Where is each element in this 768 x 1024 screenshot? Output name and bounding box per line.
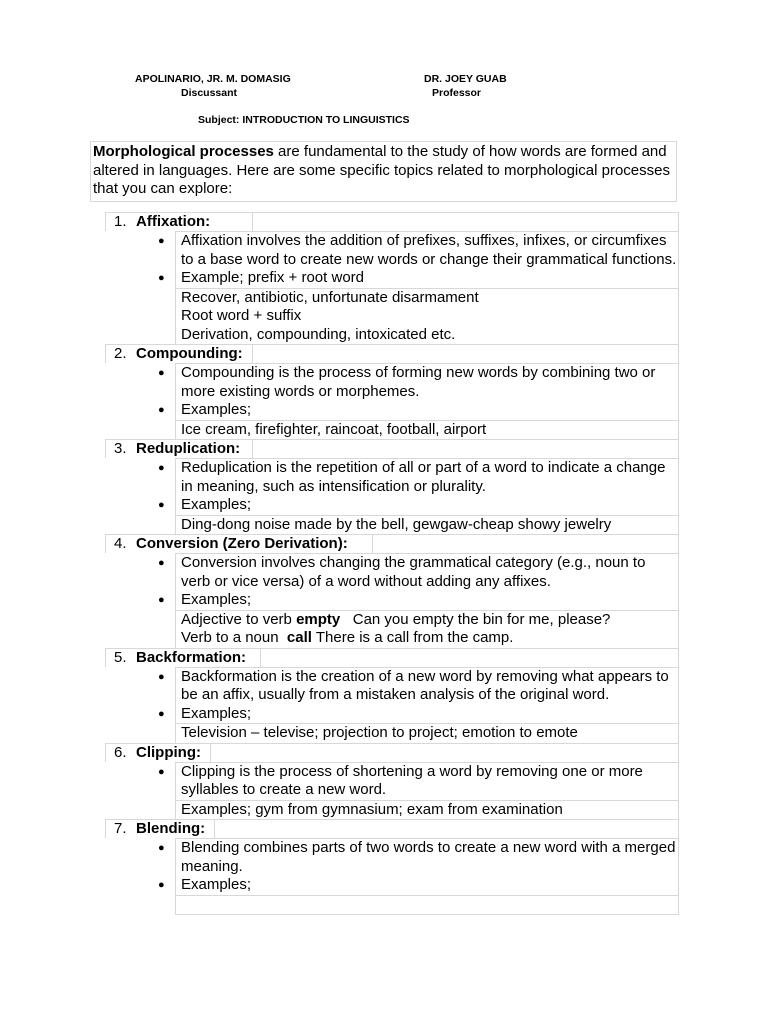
section-examples	[175, 515, 679, 535]
list-item: ● Conversion involves changing the grammatical category (e.g., noun to verb or vice versa) of a word without adding any affixes.	[158, 554, 646, 590]
example-line: Root word + suffix	[181, 307, 302, 324]
intro-bold: Morphological processes	[93, 143, 274, 160]
intro-text: are fundamental to the study of how words are formed and altered in languages. Here are some specific topics related to morphological processes that you can explore:	[93, 143, 670, 197]
example-line: Verb to a noun call There is a call from the camp.	[181, 629, 514, 646]
list-item: ● Examples;	[158, 876, 252, 893]
example-line	[176, 896, 678, 914]
example-line: Ding-dong noise made by the bell, gewgaw-cheap showy jewelry	[181, 515, 612, 533]
section-bullets	[158, 553, 679, 610]
list-item: ● Examples;	[158, 401, 252, 418]
section-title-clipping: 6. Clipping:	[105, 743, 679, 762]
list-item: ● Reduplication is the repetition of all or part of a word to indicate a change in meaning, such as intensification or plurality.	[158, 459, 666, 495]
example-line: Derivation, compounding, intoxicated etc.	[181, 325, 456, 343]
section-bullets	[158, 231, 679, 288]
example-line: Television – televise; projection to project; emotion to emote	[181, 724, 578, 741]
section-title-affixation: 1. Affixation:	[105, 212, 679, 231]
subject-line: Subject: INTRODUCTION TO LINGUISTICS	[198, 114, 410, 126]
example-line: Examples; gym from gymnasium; exam from examination	[181, 800, 563, 818]
section-bullets	[158, 762, 679, 800]
list-item: ● Backformation is the creation of a new word by removing what appears to be an affix, usually from a mistaken analysis of the original word.	[158, 667, 669, 703]
section-title-conversion: 4. Conversion (Zero Derivation):	[105, 534, 679, 553]
list-item: ● Examples;	[158, 496, 252, 513]
section-examples	[175, 610, 679, 648]
intro-paragraph	[90, 141, 677, 202]
section-examples	[175, 800, 679, 820]
section-examples	[175, 288, 679, 345]
section-title-backformation: 5. Backformation:	[105, 648, 679, 667]
professor-name: DR. JOEY GUAB	[424, 73, 507, 85]
professor-role: Professor	[432, 87, 482, 99]
section-bullets	[158, 458, 679, 515]
section-title-reduplication: 3. Reduplication:	[105, 439, 679, 458]
list-item: ● Examples;	[158, 591, 252, 608]
section-examples	[175, 895, 679, 915]
list-item: ● Example; prefix + root word	[158, 269, 364, 286]
section-title-blending: 7. Blending:	[105, 819, 679, 838]
discussant-role: Discussant	[181, 87, 238, 99]
section-examples	[175, 420, 679, 440]
example-line: Adjective to verb empty Can you empty the bin for me, please?	[181, 610, 611, 628]
section-title-compounding: 2. Compounding:	[105, 344, 679, 363]
section-bullets	[158, 667, 679, 724]
list-item: ● Affixation involves the addition of prefixes, suffixes, infixes, or circumfixes to a base word to create new words or change their grammatical functions.	[158, 232, 677, 268]
discussant-name: APOLINARIO, JR. M. DOMASIG	[135, 73, 291, 85]
section-bullets	[158, 838, 679, 895]
list-item: ● Blending combines parts of two words to create a new word with a merged meaning.	[158, 839, 676, 875]
example-line: Ice cream, firefighter, raincoat, football, airport	[181, 420, 487, 438]
list-item: ● Compounding is the process of forming new words by combining two or more existing words or morphemes.	[158, 364, 656, 400]
example-line: Recover, antibiotic, unfortunate disarmament	[181, 288, 479, 306]
section-examples	[175, 723, 679, 743]
section-bullets	[158, 363, 679, 420]
sections-list	[105, 212, 679, 915]
list-item: ● Examples;	[158, 704, 252, 722]
list-item: ● Clipping is the process of shortening a word by removing one or more syllables to create a new word.	[158, 762, 643, 798]
